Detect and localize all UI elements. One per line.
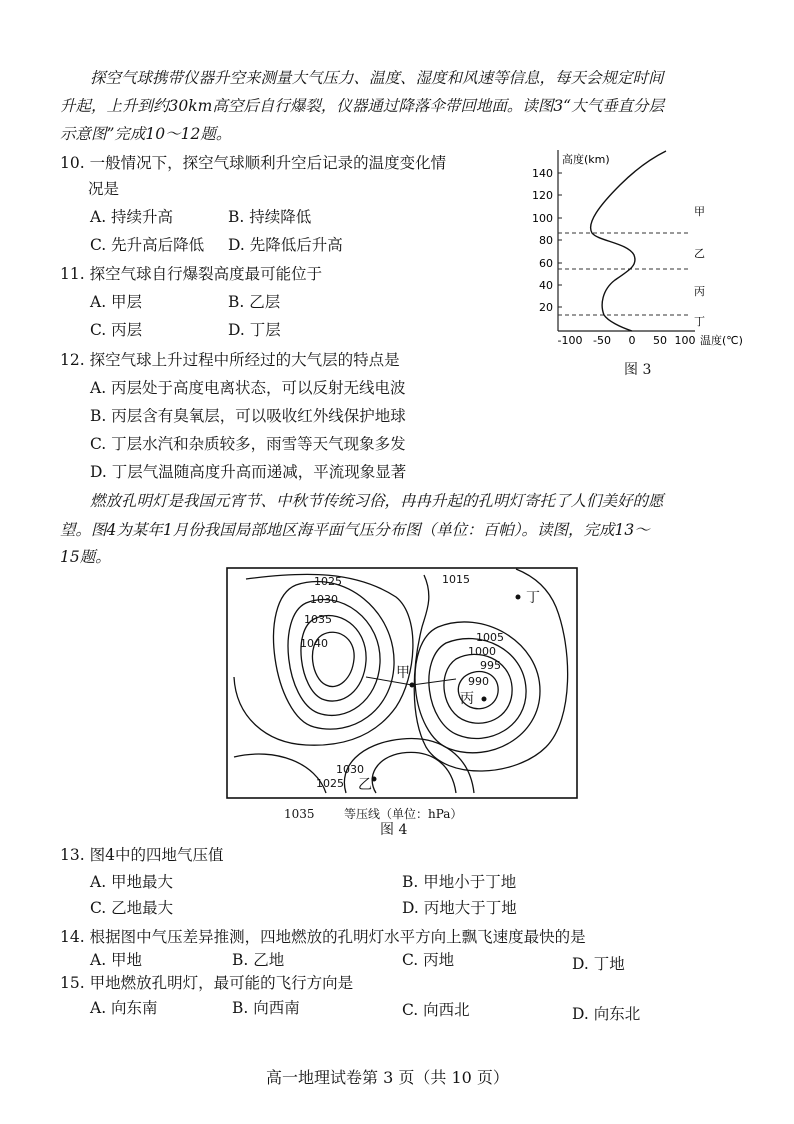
point-bing (482, 697, 487, 702)
label-1035: 1035 (304, 613, 332, 626)
point-ding (516, 595, 521, 600)
y-tick-80: 80 (539, 234, 553, 247)
q10-option-d[interactable]: D. 先降低后升高 (228, 236, 343, 254)
y-tick-40: 40 (539, 279, 553, 292)
q10-stem-line1: 10. 一般情况下，探空气球顺利升空后记录的温度变化情 (60, 154, 447, 172)
q13-stem: 13. 图4中的四地气压值 (60, 846, 224, 864)
q15-option-c[interactable]: C. 向西北 (402, 1001, 470, 1019)
q12-option-c[interactable]: C. 丁层水汽和杂质较多，雨雪等天气现象多发 (90, 435, 406, 453)
x-axis-label: 温度(℃) (700, 334, 743, 347)
legend-value: 1035 (284, 807, 315, 821)
layer-ding: 丁 (694, 315, 705, 328)
temperature-curve (591, 151, 666, 331)
label-1025-top: 1025 (314, 575, 342, 588)
label-1025-south: 1025 (316, 777, 344, 790)
x-tick-100: 100 (674, 334, 696, 347)
q10-option-a[interactable]: A. 持续升高 (90, 208, 174, 226)
q15-option-a[interactable]: A. 向东南 (90, 999, 158, 1017)
q12-option-b[interactable]: B. 丙层含有臭氧层，可以吸收红外线保护地球 (90, 407, 406, 425)
y-axis-label: 高度(km) (562, 153, 610, 166)
q12-option-d[interactable]: D. 丁层气温随高度升高而递减，平流现象显著 (90, 463, 407, 481)
place-bing: 丙 (460, 691, 474, 707)
label-1030-top: 1030 (310, 593, 338, 606)
label-995: 995 (480, 659, 501, 672)
point-jia (410, 683, 415, 688)
label-1005: 1005 (476, 631, 504, 644)
y-tick-100: 100 (532, 212, 553, 225)
label-990: 990 (468, 675, 489, 688)
figure-4-caption: 图 4 (380, 822, 408, 838)
layer-bing: 丙 (694, 285, 705, 298)
passage1-line2: 升起，上升到约30km高空后自行爆裂，仪器通过降落伞带回地面。读图3“大气垂直分层 (60, 97, 665, 115)
q15-option-d[interactable]: D. 向东北 (572, 1005, 641, 1023)
q14-option-a[interactable]: A. 甲地 (90, 951, 143, 969)
q12-stem: 12. 探空气球上升过程中所经过的大气层的特点是 (60, 351, 400, 369)
passage2-line2: 望。图4为某年1月份我国局部地区海平面气压分布图（单位：百帕）。读图，完成13～ (60, 521, 650, 539)
label-1015: 1015 (442, 573, 470, 586)
q13-option-b[interactable]: B. 甲地小于丁地 (402, 873, 517, 891)
layer-jia: 甲 (694, 205, 705, 218)
passage1-line1: 探空气球携带仪器升空来测量大气压力、温度、湿度和风速等信息，每天会规定时间 (90, 69, 664, 87)
q11-option-b[interactable]: B. 乙层 (228, 293, 281, 311)
q15-stem: 15. 甲地燃放孔明灯，最可能的飞行方向是 (60, 974, 354, 992)
place-jia: 甲 (396, 665, 410, 681)
passage1-line3: 示意图”完成10～12题。 (60, 125, 232, 143)
page-footer: 高一地理试卷第 3 页（共 10 页） (266, 1068, 509, 1087)
q14-stem: 14. 根据图中气压差异推测，四地燃放的孔明灯水平方向上飘飞速度最快的是 (60, 928, 586, 946)
q12-option-a[interactable]: A. 丙层处于高度电离状态，可以反射无线电波 (90, 379, 406, 397)
figure-3-caption: 图 3 (624, 362, 652, 378)
y-tick-20: 20 (539, 301, 553, 314)
q10-option-c[interactable]: C. 先升高后降低 (90, 236, 205, 254)
q14-option-d[interactable]: D. 丁地 (572, 955, 625, 973)
legend-text: 等压线（单位：hPa） (344, 807, 463, 821)
q10-option-b[interactable]: B. 持续降低 (228, 208, 312, 226)
q13-option-a[interactable]: A. 甲地最大 (90, 873, 174, 891)
layer-names (694, 205, 705, 328)
y-tick-140: 140 (532, 167, 553, 180)
y-tick-60: 60 (539, 257, 553, 270)
passage2-line3: 15题。 (60, 548, 111, 566)
q10-stem-line2: 况是 (88, 180, 120, 198)
layer-yi: 乙 (694, 247, 705, 260)
figure-4-isobar-map (226, 567, 578, 799)
x-tick-0: 0 (628, 334, 636, 347)
figure-3-layers-chart (520, 145, 750, 385)
passage2-line1: 燃放孔明灯是我国元宵节、中秋节传统习俗，冉冉升起的孔明灯寄托了人们美好的愿 (90, 492, 664, 510)
x-tick-minus50: -50 (593, 334, 611, 347)
q13-option-c[interactable]: C. 乙地最大 (90, 899, 174, 917)
place-yi: 乙 (358, 777, 372, 793)
q11-option-c[interactable]: C. 丙层 (90, 321, 143, 339)
point-yi (372, 777, 377, 782)
y-tick-labels (532, 167, 553, 314)
x-tick-labels (558, 334, 696, 347)
label-1040: 1040 (300, 637, 328, 650)
q11-stem: 11. 探空气球自行爆裂高度最可能位于 (60, 265, 323, 283)
place-ding: 丁 (526, 590, 540, 606)
label-1030-south: 1030 (336, 763, 364, 776)
q11-option-d[interactable]: D. 丁层 (228, 321, 281, 339)
y-tick-120: 120 (532, 189, 553, 202)
x-tick-50: 50 (653, 334, 667, 347)
q11-option-a[interactable]: A. 甲层 (90, 293, 143, 311)
q15-option-b[interactable]: B. 向西南 (232, 999, 300, 1017)
x-tick-minus100: -100 (557, 334, 583, 347)
q13-option-d[interactable]: D. 丙地大于丁地 (402, 899, 517, 917)
label-1000: 1000 (468, 645, 496, 658)
q14-option-b[interactable]: B. 乙地 (232, 951, 285, 969)
q14-option-c[interactable]: C. 丙地 (402, 951, 455, 969)
